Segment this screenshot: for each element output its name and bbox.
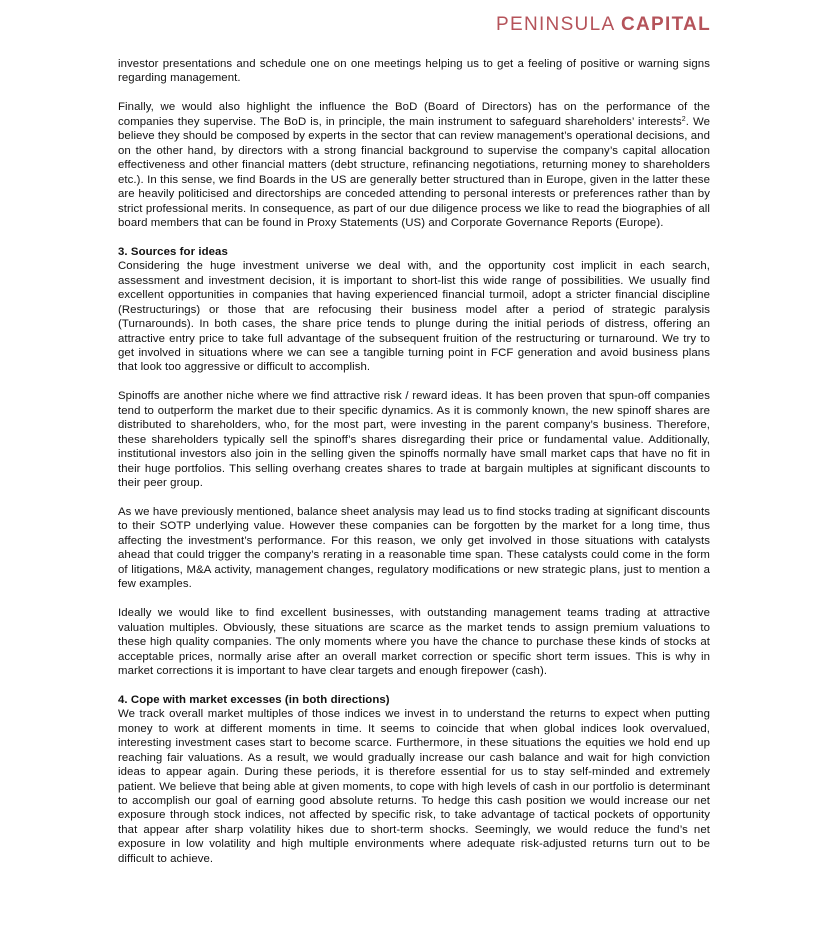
section-heading-market-excesses: 4. Cope with market excesses (in both directions)	[118, 693, 390, 706]
paragraph-board-of-directors	[118, 100, 710, 230]
document-body	[118, 57, 710, 881]
section-heading-sources-for-ideas: 3. Sources for ideas	[118, 245, 228, 258]
paragraph-management-signs: investor presentations and schedule one on one meetings helping us to get a feeling of positive or warning signs regarding management.	[118, 58, 710, 85]
footnote-marker: 2	[681, 115, 686, 123]
logo-word-peninsula: PENINSULA	[496, 14, 615, 35]
paragraph-text: . We believe they should be composed by experts in the sector that can review management’s operational decisions, and on the other hand, by directors with a strong financial background to supervise the company’s capital allocation effectiveness and other financial matters (debt structure, refinancing negotiations, returning money to shareholders etc.). In this sense, we find Boards in the US are generally better structured than in Europe, given in the latter these are heavily politicised and directorships are conceded attending to personal interests or preferences rather than by strict professional merits. In consequence, as part of our due diligence process we like to read the biographies of all board members that can be found in Proxy Statements (US) and Corporate Governance Reports (Europe).	[118, 115, 711, 229]
company-logo	[496, 14, 711, 36]
paragraph-text: Finally, we would also highlight the influence the BoD (Board of Directors) has on the performance of the companies they supervise. The BoD is, in principle, the main instrument to safeguard shareholders’ interests	[118, 101, 710, 128]
paragraph-excellent-businesses: Ideally we would like to find excellent businesses, with outstanding management teams trading at attractive valuation multiples. Obviously, these situations are scarce as the market tends to assign premium valuations to these high quality companies. The only moments where you have the chance to purchase these kinds of stocks at acceptable prices, normally arise after an overall market correction or specific short term issues. This is why in market corrections it is important to have clear targets and enough firepower (cash).	[118, 607, 710, 677]
logo-word-capital: CAPITAL	[620, 14, 711, 35]
paragraph-market-multiples: We track overall market multiples of those indices we invest in to understand the returns to expect when putting money to work at different moments in time. It seems to coincide that when global indices look overvalued, interesting investment cases start to become scarce. Furthermore, in these situations the equities we hold end up reaching fair valuations. As a result, we would gradually increase our cash balance and wait for high conviction ideas to appear again. During these periods, it is therefore essential for us to stay self-minded and extremely patient. We believe that being able at given moments, to cope with high levels of cash in our portfolio is determinant to accomplish our goal of earning good absolute returns. To hedge this cash position we would increase our net exposure through stock indices, not affected by specific risk, to take advantage of tactical pockets of opportunity that appear after sharp volatility hikes due to short-term shocks. Seemingly, we would reduce the fund’s net exposure in low volatility and high multiple environments where adequate risk-adjusted returns turn out to be difficult to achieve.	[118, 708, 710, 865]
paragraph-restructurings: Considering the huge investment universe we deal with, and the opportunity cost implicit in each search, assessment and investment decision, it is important to short-list this wide range of possibilities. We usually find excellent opportunities in companies that having experienced financial turmoil, adopt a stricter financial discipline (Restructurings) or those that are refocusing their business model after a period of strategic paralysis (Turnarounds). In both cases, the share price tends to plunge during the initial periods of distress, offering an attractive entry price to take full advantage of the subsequent fruition of the restructuring or turnaround. We try to get involved in situations where we can see a tangible turning point in FCF generation and avoid business plans that look too aggressive or difficult to accomplish.	[118, 260, 710, 374]
paragraph-catalysts: As we have previously mentioned, balance sheet analysis may lead us to find stocks trading at significant discounts to their SOTP underlying value. However these companies can be forgotten by the market for a long time, thus affecting the investment’s performance. For this reason, we only get involved in those situations with catalysts ahead that could trigger the company’s rerating in a reasonable time span. These catalysts could come in the form of litigations, M&A activity, management changes, regulatory modifications or new strategic plans, just to mention a few examples.	[118, 505, 710, 591]
paragraph-spinoffs: Spinoffs are another niche where we find attractive risk / reward ideas. It has been proven that spun-off companies tend to outperform the market due to their specific dynamics. As it is commonly known, the new spinoff shares are distributed to shareholders, who, for the most part, were investing in the parent company’s business. Therefore, these shareholders typically sell the spinoff’s shares disregarding their price or fundamental value. Additionally, institutional investors also join in the selling given the spinoffs normally have small market caps that have no fit in their huge portfolios. This selling overhang creates shares to trade at bargain multiples at significant discounts to their peer group.	[118, 390, 710, 490]
